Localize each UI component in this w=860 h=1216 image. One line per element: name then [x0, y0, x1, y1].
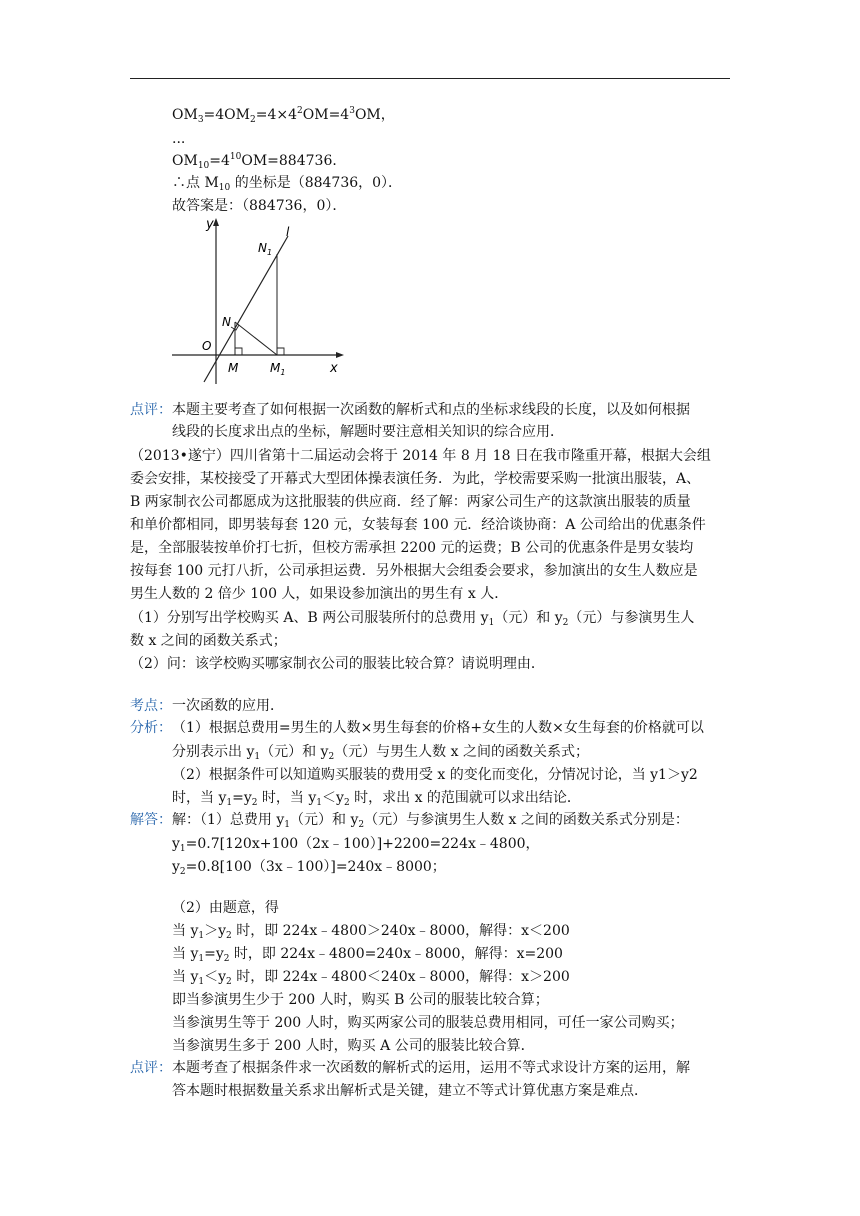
- jieda-line: $y_1=0.7[120x+100(2x﹣100)]+2200=224x﹣4800$，: [172, 836, 540, 854]
- label-x: x: [330, 361, 338, 376]
- label-m: M: [228, 361, 239, 375]
- problem-line: 委会安排，某校接受了开幕式大型团体操表演任务．为此，学校需要采购一批演出服装，A、: [130, 471, 701, 487]
- fenxi-line: 时，当 $y_1=y_2$ 时，当 $y_1<y_2$ 时，求出 x 的范围就可以求出结论．: [172, 790, 581, 808]
- label-n: N: [222, 315, 231, 329]
- fenxi-label: 分析：: [130, 720, 172, 736]
- jieda-line: 当参演男生等于 200 人时，购买两家公司的服装总费用相同，可任一家公司购买；: [172, 1015, 684, 1031]
- label-o: O: [202, 339, 212, 353]
- problem-line: 男生人数的 2 倍少 100 人，如果设参加演出的男生有 x 人．: [130, 586, 509, 602]
- label-n1: $N_1$: [258, 241, 273, 257]
- problem-line: 按每套 100 元打八折，公司承担运费．另外根据大会组委会要求，参加演出的女生人数应是: [130, 563, 698, 579]
- fenxi-line: 分别表示出 $y_1$（元）和 $y_2$（元）与男生人数 x 之间的函数关系式；: [172, 744, 589, 762]
- label-l: l: [286, 225, 290, 239]
- problem-line: 数 x 之间的函数关系式；: [130, 633, 287, 649]
- line-ellipsis: ...: [172, 131, 186, 147]
- fenxi-line: （2）根据条件可以知道购买服装的费用受 x 的变化而变化，分情况讨论，当 y1＞y2: [172, 767, 698, 783]
- line-therefore: ∴点 $M_{10}$ 的坐标是（884736，0）．: [172, 175, 403, 193]
- jieda-line: （2）由题意，得: [172, 900, 279, 916]
- line-om3: $OM_3=4OM_2=4\times 4^2OM=4^3OM$，: [172, 106, 395, 125]
- review1-line2: 线段的长度求出点的坐标，解题时要注意相关知识的综合应用．: [172, 424, 564, 440]
- jieda-line: 即当参演男生少于 200 人时，购买 B 公司的服装比较合算；: [172, 992, 549, 1008]
- geometry-figure: [170, 214, 350, 384]
- jieda-line: 当参演男生多于 200 人时，购买 A 公司的服装比较合算．: [172, 1038, 535, 1054]
- header-rule: [130, 78, 730, 79]
- problem-line: 和单价都相同，即男装每套 120 元，女装每套 100 元．经洽谈协商：A 公司给出的优惠条件: [130, 517, 706, 533]
- jieda-line: $y_2=0.8[100(3x﹣100)]=240x﹣8000$；: [172, 859, 446, 877]
- review2-label: 点评：: [130, 1060, 172, 1076]
- jieda-label: 解答：: [130, 812, 172, 828]
- jieda-line: 当 $y_1<y_2$ 时，即 224x﹣4800＜240x﹣8000，解得：x＞200: [172, 969, 570, 987]
- label-m1: $M_1$: [270, 361, 286, 377]
- fenxi-line: （1）根据总费用=男生的人数×男生每套的价格+女生的人数×女生每套的价格就可以: [172, 720, 704, 736]
- jieda-line: 当 $y_1>y_2$ 时，即 224x﹣4800＞240x﹣8000，解得：x＜200: [172, 923, 570, 941]
- kaodian-text: 一次函数的应用．: [172, 698, 284, 714]
- review1-label: 点评：: [130, 402, 172, 418]
- kaodian-label: 考点：: [130, 698, 172, 714]
- problem-line: B 两家制衣公司都愿成为这批服装的供应商．经了解：两家公司生产的这款演出服装的质量: [130, 494, 691, 510]
- jieda-line: 当 $y_1=y_2$ 时，即 224x﹣4800=240x﹣8000，解得：x=200: [172, 946, 563, 964]
- jieda-line: 解：（1）总费用 $y_1$（元）和 $y_2$（元）与参演男生人数 x 之间的函数关系式分别是：: [172, 812, 689, 830]
- line-om10: $OM_{10}=4^{10}OM=884736$．: [172, 152, 347, 171]
- review2-line2: 答本题时根据数量关系求出解析式是关键，建立不等式计算优惠方案是难点．: [172, 1083, 648, 1099]
- label-y: y: [206, 217, 214, 232]
- problem-line: （2）问：该学校购买哪家制衣公司的服装比较合算？请说明理由．: [130, 656, 545, 672]
- line-answer: 故答案是：（884736，0）．: [172, 198, 347, 214]
- problem-line: 是，全部服装按单价打七折，但校方需承担 2200 元的运费；B 公司的优惠条件是男女装均: [130, 540, 694, 556]
- problem-line: （2013•遂宁）四川省第十二届运动会将于 2014 年 8 月 18 日在我市隆重开幕，根据大会组: [130, 448, 711, 464]
- problem-line: （1）分别写出学校购买 A、B 两公司服装所付的总费用 $y_1$（元）和 $y_2$（元）与参演男生人: [130, 610, 695, 628]
- review1-line1: 本题主要考查了如何根据一次函数的解析式和点的坐标求线段的长度，以及如何根据: [172, 402, 690, 418]
- review2-line1: 本题考查了根据条件求一次函数的解析式的运用，运用不等式求设计方案的运用，解: [172, 1060, 690, 1076]
